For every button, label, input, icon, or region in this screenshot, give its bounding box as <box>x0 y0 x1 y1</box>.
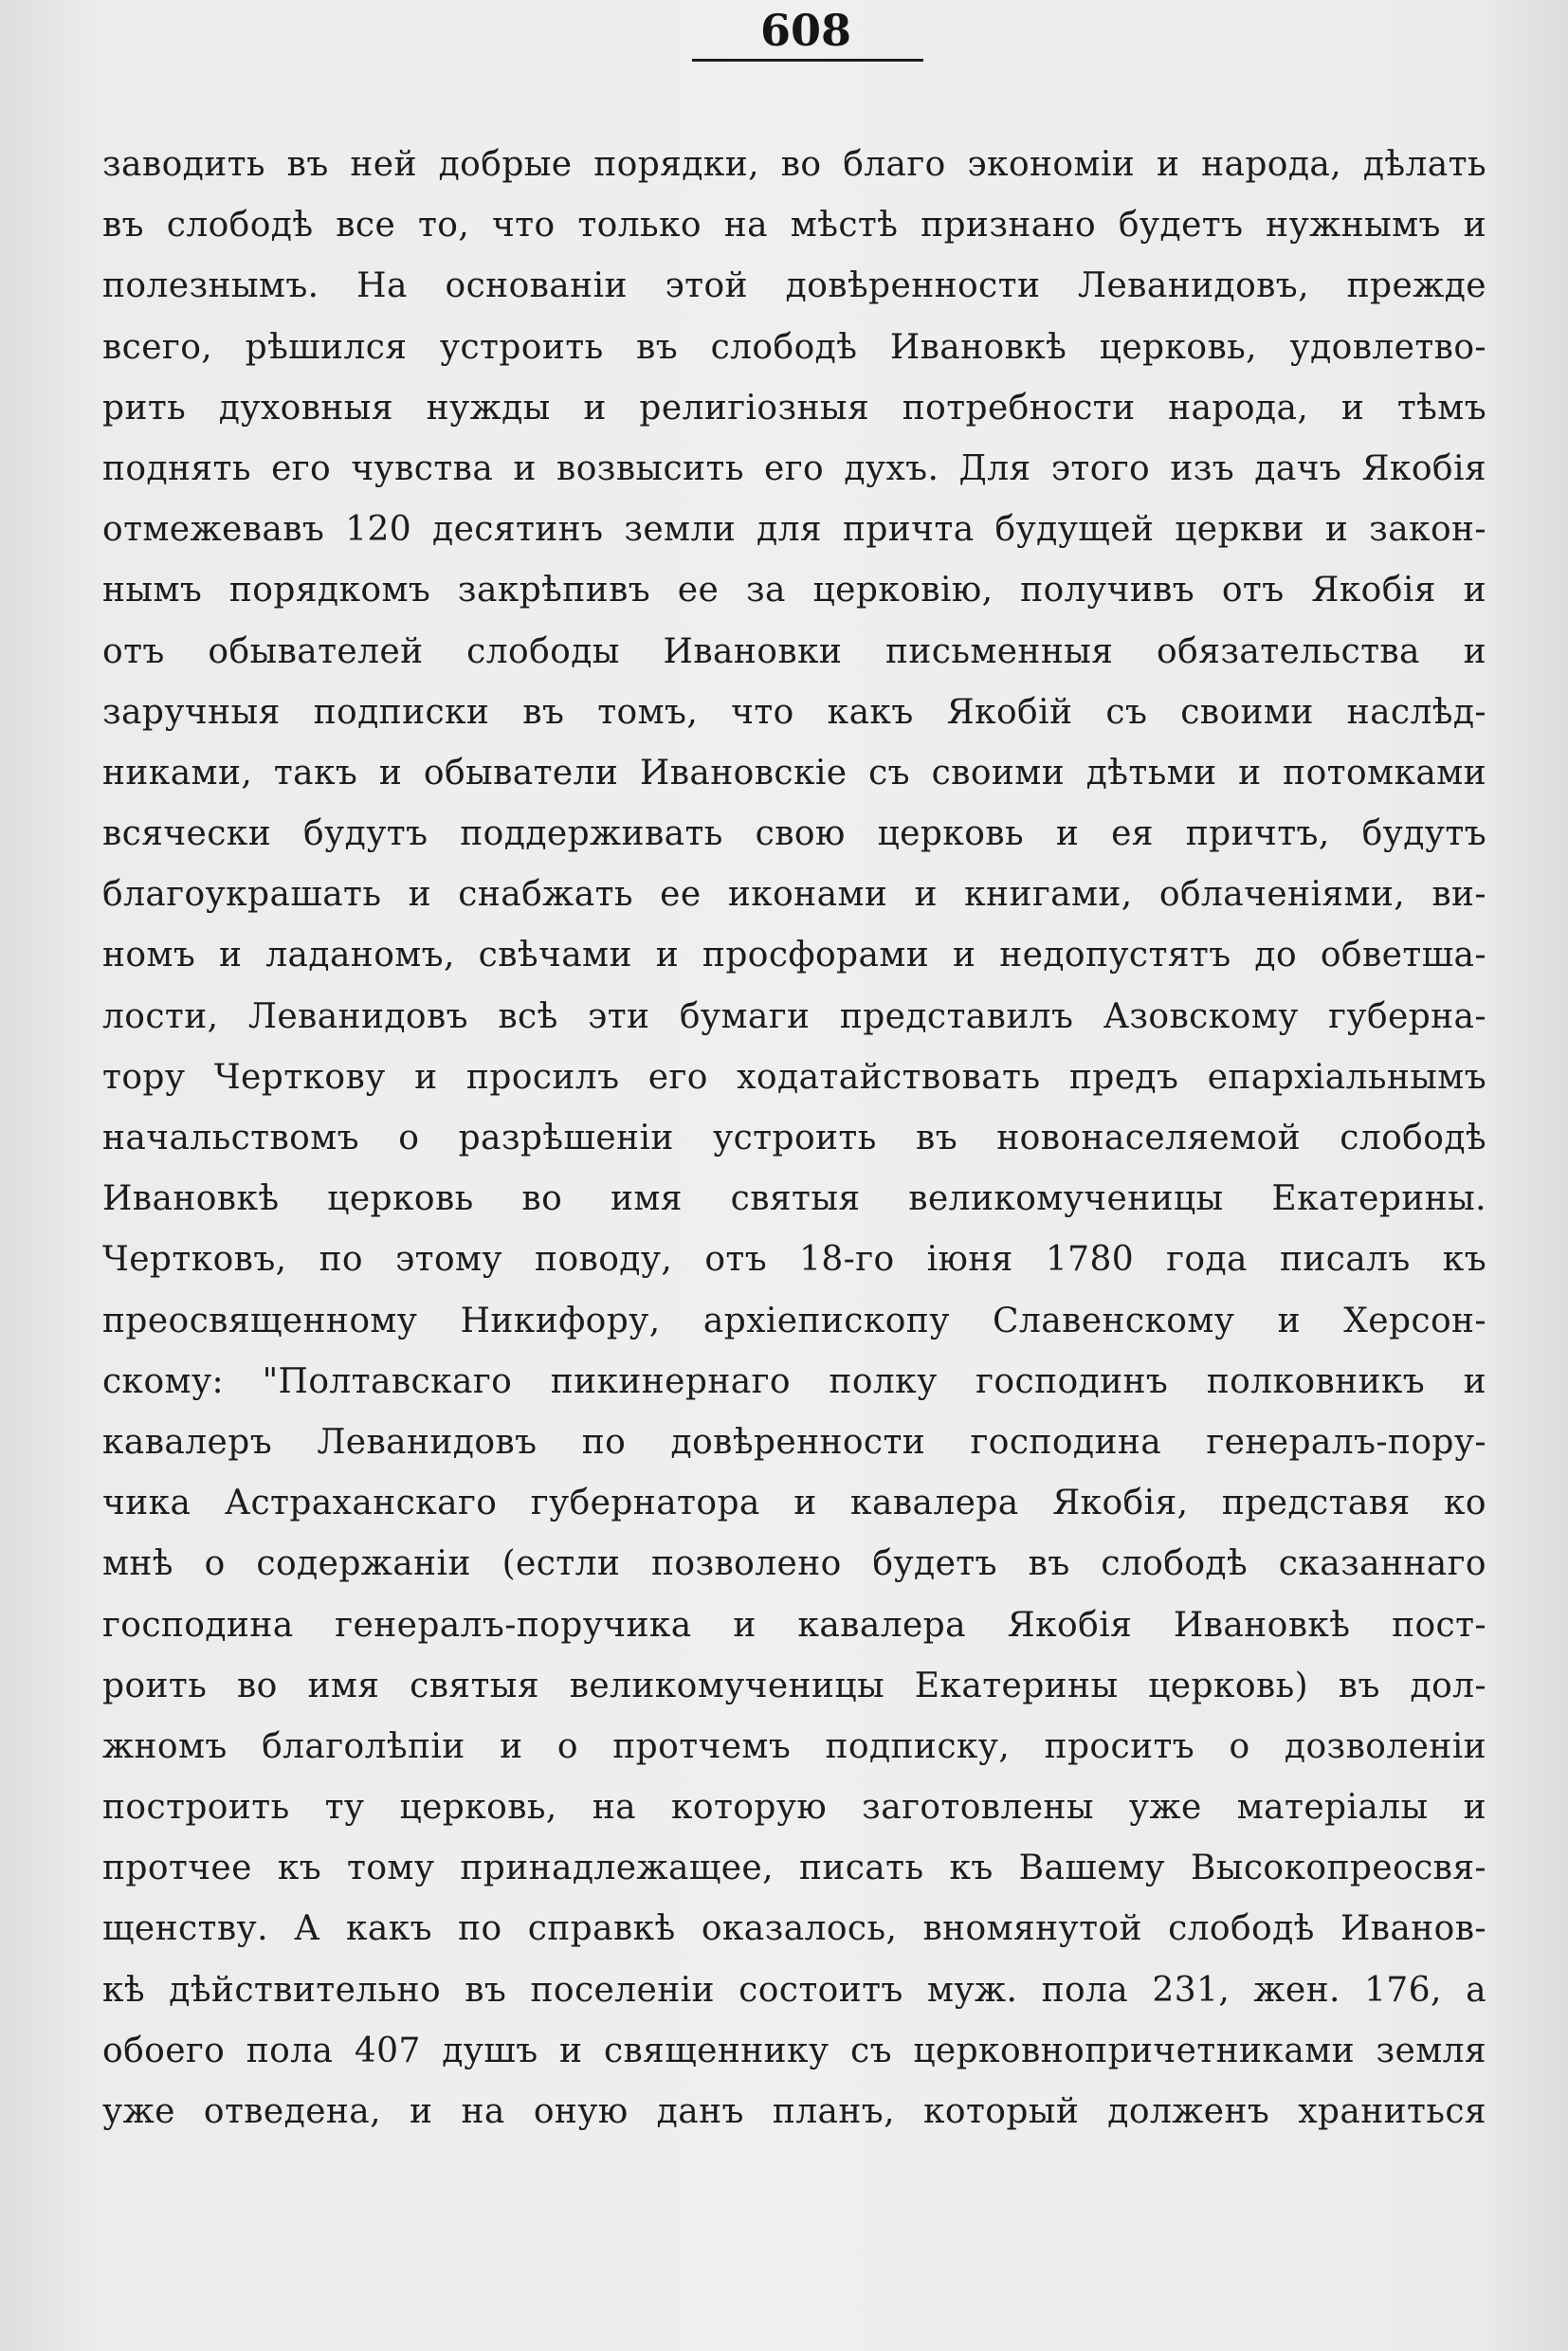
text-line: нымъ порядкомъ закрѣпивъ ее за церковію, получивъ отъ Якобія и <box>102 571 1486 611</box>
text-line: скому: "Полтавскаго пикинернаго полку господинъ полковникъ и <box>102 1361 1486 1401</box>
text-line: обоего пола 407 душъ и священнику съ церковнопричетниками земля <box>102 2031 1486 2070</box>
text-line: кавалеръ Леванидовъ по довѣренности господина генералъ-пору- <box>102 1422 1486 1462</box>
text-line: въ слободѣ все то, что только на мѣстѣ признано будетъ нужнымъ и <box>102 206 1486 246</box>
text-line: щенству. А какъ по справкѣ оказалось, вномянутой слободѣ Иванов- <box>102 1909 1486 1949</box>
text-line: лости, Леванидовъ всѣ эти бумаги представилъ Азовскому губерна- <box>102 996 1486 1036</box>
text-line: заводить въ ней добрые порядки, во благо экономіи и народа, дѣлать <box>102 145 1486 184</box>
page-number: 608 <box>759 5 852 56</box>
text-line: уже отведена, и на оную данъ планъ, который долженъ храниться <box>102 2092 1486 2131</box>
text-line: кѣ дѣйствительно въ поселеніи состоитъ муж. пола 231, жен. 176, а <box>102 1970 1486 2010</box>
text-line: Ивановкѣ церковь во имя святыя великомученицы Екатерины. <box>102 1179 1486 1219</box>
text-line: преосвященному Никифору, архіепископу Славенскому и Херсон- <box>102 1301 1486 1340</box>
text-line: тору Черткову и просилъ его ходатайствовать предъ епархіальнымъ <box>102 1057 1486 1097</box>
text-line: полезнымъ. На основаніи этой довѣренности Леванидовъ, прежде <box>102 266 1486 306</box>
text-line: всячески будутъ поддерживать свою церковь и ея причтъ, будутъ <box>102 814 1486 854</box>
text-line: протчее къ тому принадлежащее, писать къ Вашему Высокопреосвя- <box>102 1849 1486 1888</box>
text-line: Чертковъ, по этому поводу, отъ 18-го іюня 1780 года писалъ къ <box>102 1240 1486 1280</box>
text-line: номъ и ладаномъ, свѣчами и просфорами и недопустятъ до обветша- <box>102 936 1486 975</box>
text-line: роить во имя святыя великомученицы Екатерины церковь) въ дол- <box>102 1666 1486 1705</box>
text-line: жномъ благолѣпіи и о протчемъ подписку, проситъ о дозволеніи <box>102 1726 1486 1766</box>
text-line: всего, рѣшился устроить въ слободѣ Ивановкѣ церковь, удовлетво- <box>102 327 1486 367</box>
text-line: благоукрашать и снабжать ее иконами и книгами, облаченіями, ви- <box>102 875 1486 915</box>
page-number-rule <box>692 59 923 62</box>
text-line: построить ту церковь, на которую заготовлены уже матеріалы и <box>102 1788 1486 1828</box>
text-line: отмежевавъ 120 десятинъ земли для причта будущей церкви и закон- <box>102 510 1486 550</box>
text-line: никами, такъ и обыватели Ивановскіе съ своими дѣтьми и потомками <box>102 753 1486 793</box>
text-line: господина генералъ-поручика и кавалера Якобія Ивановкѣ пост- <box>102 1605 1486 1645</box>
text-line: поднять его чувства и возвысить его духъ. Для этого изъ дачъ Якобія <box>102 448 1486 488</box>
body-text <box>102 135 1486 2142</box>
text-line: мнѣ о содержаніи (естли позволено будетъ въ слободѣ сказаннаго <box>102 1544 1486 1584</box>
text-line: чика Астраханскаго губернатора и кавалера Якобія, представя ко <box>102 1484 1486 1523</box>
text-line: начальствомъ о разрѣшеніи устроить въ новонаселяемой слободѣ <box>102 1119 1486 1157</box>
text-line: рить духовныя нужды и религіозныя потребности народа, и тѣмъ <box>102 388 1486 428</box>
text-line: заручныя подписки въ томъ, что какъ Якобій съ своими наслѣд- <box>102 692 1486 732</box>
text-line: отъ обывателей слободы Ивановки письменныя обязательства и <box>102 631 1486 671</box>
